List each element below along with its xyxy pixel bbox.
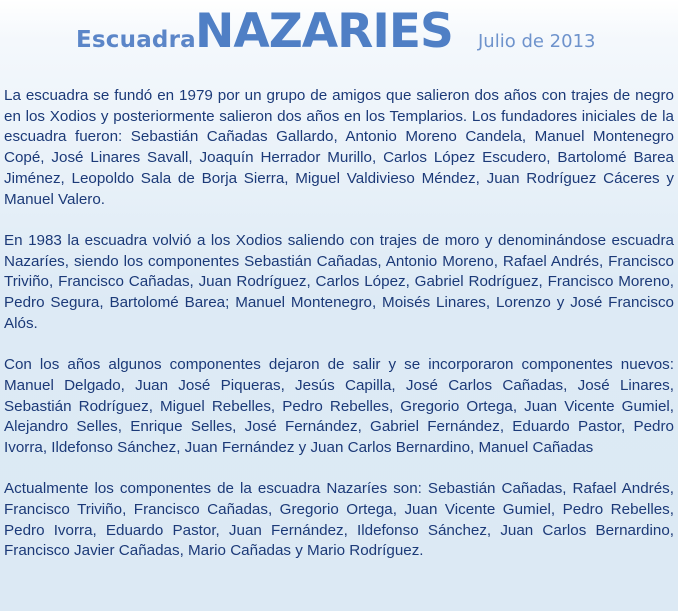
paragraph-1983: En 1983 la escuadra volvió a los Xodios saliendo con trajes de moro y denominándose escuadra Nazaríes, siendo los componentes Sebastián Cañadas, Antonio Moreno, Rafael Andrés, Francisco Triviño, Francisco Cañadas, Juan Rodríguez, Carlos López, Gabriel Rodríguez, Francisco Moreno, Pedro Segura, Bartolomé Barea; Manuel Montenegro, Moisés Linares, Lorenzo y José Francisco Alós. bbox=[4, 231, 674, 332]
document-body bbox=[4, 86, 674, 583]
paragraph-history: La escuadra se fundó en 1979 por un grupo de amigos que salieron dos años con trajes de negro en los Xodios y posteriormente salieron dos años en los Templarios. Los fundadores iniciales de la escuadra fueron: Sebastián Cañadas Gallardo, Antonio Moreno Candela, Manuel Montenegro Copé, José Linares Savall, Joaquín Herrador Murillo, Carlos López Escudero, Bartolomé Barea Jiménez, Leopoldo Sala de Borja Sierra, Miguel Valdivieso Méndez, Juan Rodríguez Cáceres y Manuel Valero. bbox=[4, 87, 674, 208]
paragraph-new-members: Con los años algunos componentes dejaron de salir y se incorporaron componentes nuevos: Manuel Delgado, Juan José Piqueras, Jesús Capilla, José Carlos Cañadas, José Linares, Sebastián Rodríguez, Miguel Rebelles, Pedro Rebelles, Gregorio Ortega, Juan Vicente Gumiel, Alejandro Selles, Enrique Selles, José Fernández, Gabriel Fernández, Eduardo Pastor, Pedro Ivorra, Ildefonso Sánchez, Juan Fernández y Juan Carlos Bernardino, Manuel Cañadas bbox=[4, 356, 674, 456]
header-prefix: Escuadra bbox=[76, 27, 196, 53]
page-header bbox=[0, 2, 678, 66]
paragraph-current-members: Actualmente los componentes de la escuadra Nazaríes son: Sebastián Cañadas, Rafael Andrés, Francisco Triviño, Francisco Cañadas, Gregorio Ortega, Juan Vicente Gumiel, Pedro Rebelles, Pedro Ivorra, Eduardo Pastor, Juan Fernández, Ildefonso Sánchez, Juan Carlos Bernardino, Francisco Javier Cañadas, Mario Cañadas y Mario Rodríguez. bbox=[4, 480, 674, 560]
header-date: Julio de 2013 bbox=[478, 31, 596, 52]
page-title: NAZARIES bbox=[195, 4, 453, 59]
